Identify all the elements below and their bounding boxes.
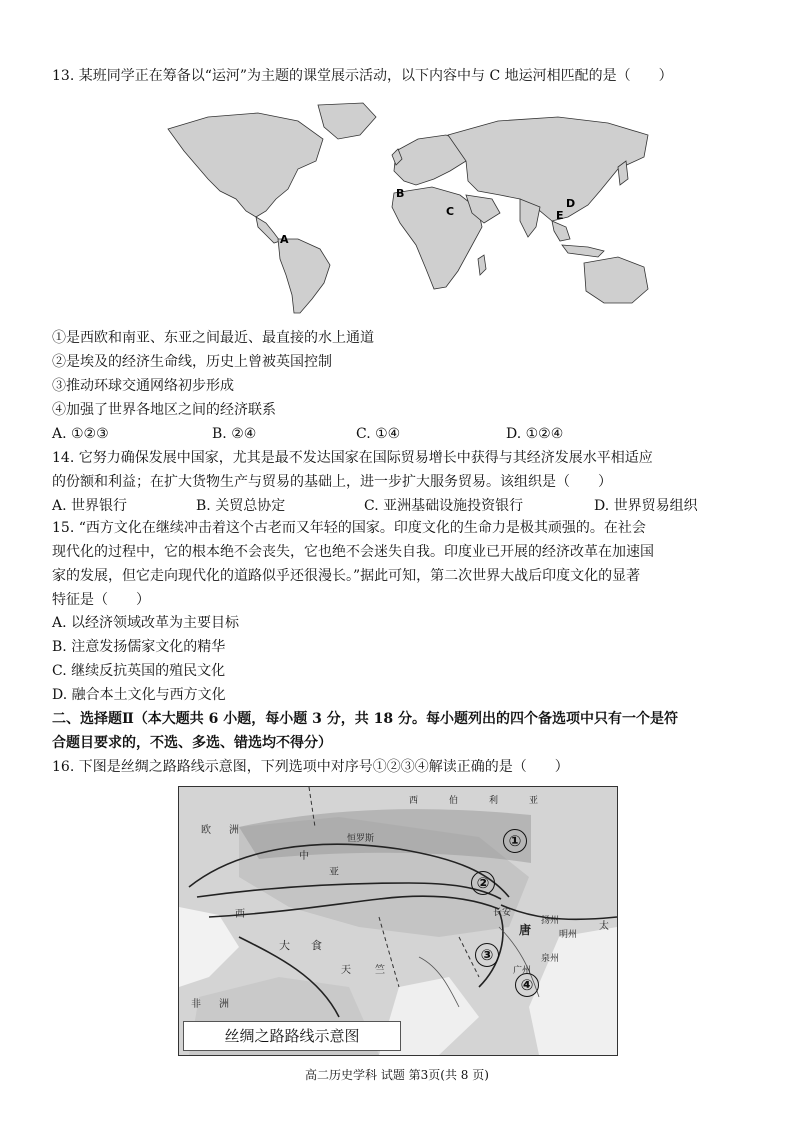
q15-stem-line-3: 家的发展，但它走向现代化的道路似乎还很漫长。”据此可知，第二次世界大战后印度文化的显著 (52, 568, 641, 584)
map-label-zhou2: 洲 (219, 999, 229, 1010)
q15-option-d[interactable]: D. 融合本土文化与西方文化 (52, 687, 226, 703)
map-label-quanzhou: 泉州 (541, 954, 560, 964)
map-label-a: A (280, 233, 289, 246)
q13-option-d[interactable]: D. ①②④ (506, 426, 564, 442)
map-label-yangzhou: 扬州 (541, 916, 560, 926)
map-label-da: 大 (279, 939, 290, 952)
q15-stem-line-1: 15. “西方文化在继续冲击着这个古老而又年轻的国家。印度文化的生命力是极其顽强的。在社会 (52, 520, 646, 536)
q15-option-a[interactable]: A. 以经济领域改革为主要目标 (52, 615, 240, 631)
map-label-zhou: 洲 (229, 825, 239, 836)
marker-1: ① (503, 829, 527, 853)
map-label-shi: 食 (311, 939, 322, 952)
map-label-ya2: 亚 (329, 867, 339, 878)
world-map (148, 99, 658, 317)
map-label-mingzhou: 明州 (559, 930, 578, 940)
map-label-fei: 非 (191, 999, 201, 1010)
q15-option-b[interactable]: B. 注意发扬儒家文化的精华 (52, 639, 226, 655)
map-label-tai: 太 (599, 921, 609, 932)
map-label-xi: 西 (409, 796, 419, 806)
q14-stem-line-1: 14. 它努力确保发展中国家，尤其是最不发达国家在国际贸易增长中获得与其经济发展水平相适应 (52, 450, 653, 466)
q14-option-d[interactable]: D. 世界贸易组织 (594, 498, 698, 514)
q15-option-c[interactable]: C. 继续反抗英国的殖民文化 (52, 663, 226, 679)
q15-stem-line-4: 特征是（ ） (52, 592, 150, 608)
q13-statement-4: ④加强了世界各地区之间的经济联系 (52, 402, 276, 418)
map-label-hengluosi: 恒罗斯 (347, 834, 375, 844)
map-label-ou: 欧 (201, 825, 211, 836)
q13-statement-3: ③推动环球交通网络初步形成 (52, 378, 234, 394)
section2-heading-line-1: 二、选择题Ⅱ（本大题共 6 小题，每小题 3 分，共 18 分。每小题列出的四个备选项中只有一个是符 (52, 711, 679, 727)
silk-map-caption: 丝绸之路路线示意图 (183, 1021, 401, 1051)
q14-option-c[interactable]: C. 亚洲基础设施投资银行 (364, 498, 524, 514)
q13-statement-1: ①是西欧和南亚、东亚之间最近、最直接的水上通道 (52, 330, 374, 346)
map-label-ya: 亚 (529, 796, 539, 806)
q13-statement-2: ②是埃及的经济生命线，历史上曾被英国控制 (52, 354, 332, 370)
map-label-west: 西 (235, 909, 245, 920)
q14-option-a[interactable]: A. 世界银行 (52, 498, 128, 514)
q14-stem-line-2: 的份额和利益；在扩大货物生产与贸易的基础上，进一步扩大服务贸易。该组织是（ ） (52, 474, 612, 490)
q15-stem-line-2: 现代化的过程中，它的根本绝不会丧失，它也绝不会迷失自我。印度业已开展的经济改革在加速国 (52, 544, 654, 560)
map-label-guangzhou: 广州 (513, 966, 532, 976)
q16-stem: 16. 下图是丝绸之路路线示意图，下列选项中对序号①②③④解读正确的是（ ） (52, 759, 569, 775)
map-label-e: E (556, 209, 564, 222)
page-footer: 高二历史学科 试题 第3页(共 8 页) (305, 1068, 489, 1082)
q14-option-b[interactable]: B. 关贸总协定 (196, 498, 286, 514)
silk-road-map (178, 786, 618, 1056)
map-label-b: B (396, 187, 405, 200)
section2-heading-line-2: 合题目要求的，不选、多选、错选均不得分） (52, 735, 332, 751)
map-label-c: C (446, 205, 455, 218)
map-label-zhong: 中 (299, 851, 309, 862)
map-label-li: 利 (489, 796, 499, 806)
map-label-bo: 伯 (449, 796, 459, 806)
marker-2: ② (471, 871, 495, 895)
map-label-d: D (566, 197, 576, 210)
marker-4: ④ (515, 973, 539, 997)
map-label-tang: 唐 (519, 923, 532, 937)
q13-option-b[interactable]: B. ②④ (212, 426, 257, 442)
q13-option-c[interactable]: C. ①④ (356, 426, 401, 442)
map-label-changan: 长安 (493, 908, 512, 918)
marker-3: ③ (475, 943, 499, 967)
map-label-zhu: 竺 (375, 965, 385, 976)
q13-stem: 13. 某班同学正在筹备以“运河”为主题的课堂展示活动，以下内容中与 C 地运河相匹配的是（ ） (52, 68, 673, 84)
q13-option-a[interactable]: A. ①②③ (52, 426, 109, 442)
map-label-tian: 天 (341, 965, 351, 976)
